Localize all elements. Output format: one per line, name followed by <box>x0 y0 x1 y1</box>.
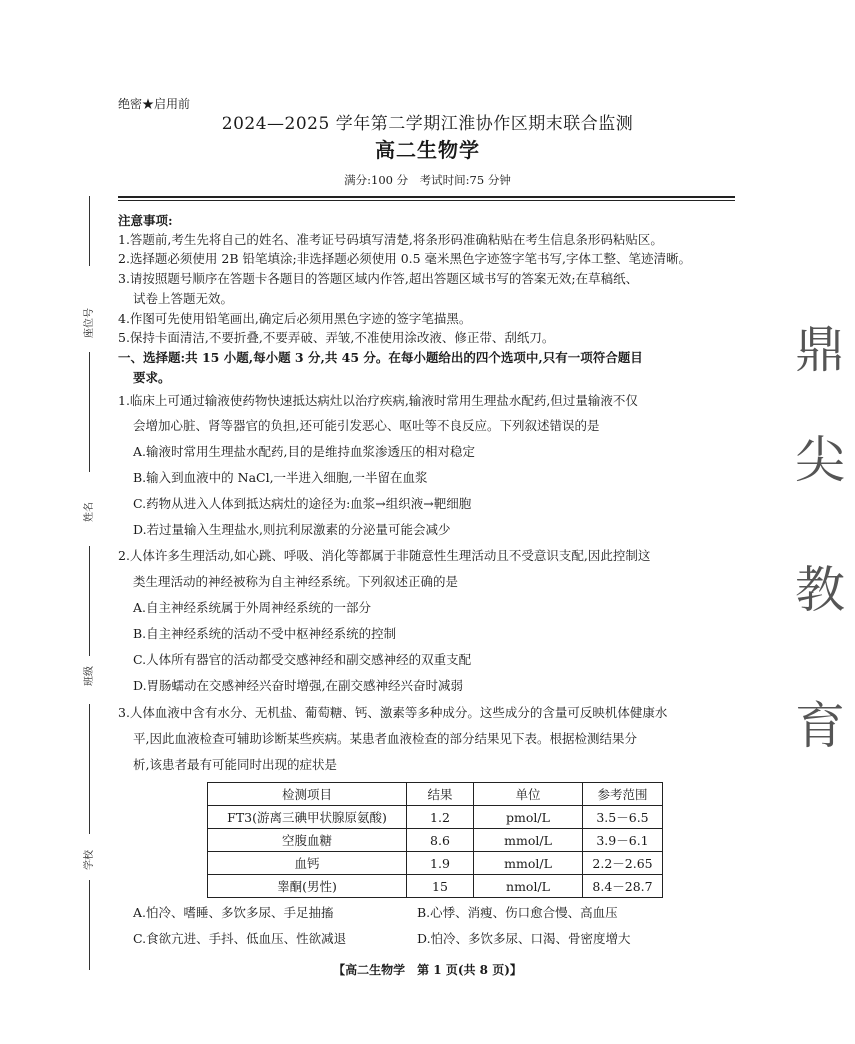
table-cell: nmol/L <box>474 875 583 898</box>
confidential-mark: 绝密★启用前 <box>118 97 191 111</box>
table-header: 单位 <box>474 783 583 806</box>
table-header: 参考范围 <box>583 783 663 806</box>
question-1-option-d: D.若过量输入生理盐水,则抗利尿激素的分泌量可能会减少 <box>133 522 451 537</box>
question-2-option-c: C.人体所有器官的活动都受交感神经和副交感神经的双重支配 <box>133 652 472 667</box>
table-cell: FT3(游离三碘甲状腺原氨酸) <box>208 806 407 829</box>
question-3-stem: 3.人体血液中含有水分、无机盐、葡萄糖、钙、激素等多种成分。这些成分的含量可反映机体健康水 <box>118 705 668 720</box>
section-heading-cont: 要求。 <box>133 370 171 385</box>
question-3-option-a: A.怕冷、嗜睡、多饮多尿、手足抽搐 <box>133 905 334 920</box>
binding-line <box>89 196 90 266</box>
question-1-option-b: B.输入到血液中的 NaCl,一半进入细胞,一半留在血浆 <box>133 470 428 485</box>
question-1-stem: 1.临床上可通过输液使药物快速抵达病灶以治疗疾病,输液时常用生理盐水配药,但过量输液不仅 <box>118 393 638 408</box>
question-3-option-b: B.心悸、消瘦、伤口愈合慢、高血压 <box>417 905 618 920</box>
table-cell: mmol/L <box>474 829 583 852</box>
exam-meta: 满分:100 分 考试时间:75 分钟 <box>344 173 511 187</box>
question-3-option-d: D.怕冷、多饮多尿、口渴、骨密度增大 <box>417 931 631 946</box>
watermark-char: 育 <box>795 697 845 755</box>
table-cell: 8.6 <box>407 829 474 852</box>
table-cell: 15 <box>407 875 474 898</box>
question-3-stem-cont: 析,该患者最有可能同时出现的症状是 <box>133 757 337 772</box>
notice-title: 注意事项: <box>118 213 173 228</box>
table-cell: 睾酮(男性) <box>208 875 407 898</box>
page-footer: 【高二生物学 第 1 页(共 8 页)】 <box>333 963 522 977</box>
seat-number-label: 座位号 <box>84 308 95 338</box>
question-3-option-c: C.食欲亢进、手抖、低血压、性欲减退 <box>133 931 347 946</box>
table-row <box>208 806 663 829</box>
header-divider-thin <box>118 200 735 201</box>
question-2-option-d: D.胃肠蠕动在交感神经兴奋时增强,在副交感神经兴奋时减弱 <box>133 678 464 693</box>
question-2-option-a: A.自主神经系统属于外周神经系统的一部分 <box>133 600 372 615</box>
blood-test-table <box>207 782 663 898</box>
notice-item: 试卷上答题无效。 <box>133 291 234 306</box>
notice-item: 5.保持卡面清洁,不要折叠,不要弄破、弄皱,不准使用涂改液、修正带、刮纸刀。 <box>118 330 555 345</box>
question-2-option-b: B.自主神经系统的活动不受中枢神经系统的控制 <box>133 626 397 641</box>
table-header-row <box>208 783 663 806</box>
header-divider <box>118 196 735 198</box>
question-1-option-c: C.药物从进入人体到抵达病灶的途径为:血浆→组织液→靶细胞 <box>133 496 472 511</box>
table-cell: 1.2 <box>407 806 474 829</box>
school-label: 学校 <box>84 850 95 870</box>
table-cell: 血钙 <box>208 852 407 875</box>
question-1-stem-cont: 会增加心脏、肾等器官的负担,还可能引发恶心、呕吐等不良反应。下列叙述错误的是 <box>133 418 600 433</box>
table-cell: 8.4－28.7 <box>583 875 663 898</box>
table-cell: 1.9 <box>407 852 474 875</box>
watermark-char: 尖 <box>795 431 845 489</box>
table-cell: 空腹血糖 <box>208 829 407 852</box>
watermark-char: 教 <box>795 561 845 619</box>
table-cell: mmol/L <box>474 852 583 875</box>
table-header: 结果 <box>407 783 474 806</box>
notice-item: 4.作图可先使用铅笔画出,确定后必须用黑色字迹的签字笔描黑。 <box>118 311 472 326</box>
table-header: 检测项目 <box>208 783 407 806</box>
table-row <box>208 852 663 875</box>
table-cell: 3.9－6.1 <box>583 829 663 852</box>
subject-title: 高二生物学 <box>375 138 480 162</box>
binding-line <box>89 546 90 656</box>
name-label: 姓名 <box>84 502 95 522</box>
question-2-stem: 2.人体许多生理活动,如心跳、呼吸、消化等都属于非随意性生理活动且不受意识支配,因此控制这 <box>118 548 651 563</box>
binding-line <box>89 704 90 834</box>
binding-line <box>89 352 90 472</box>
notice-item: 3.请按照题号顺序在答题卡各题目的答题区域内作答,超出答题区域书写的答案无效;在草稿纸、 <box>118 271 639 286</box>
table-row <box>208 875 663 898</box>
section-heading: 一、选择题:共 15 小题,每小题 3 分,共 45 分。在每小题给出的四个选项中,只有一项符合题目 <box>118 350 643 365</box>
notice-item: 2.选择题必须使用 2B 铅笔填涂;非选择题必须使用 0.5 毫米黑色字迹签字笔书写,字体工整、笔迹清晰。 <box>118 251 692 266</box>
watermark-char: 鼎 <box>795 321 845 379</box>
table-cell: 3.5－6.5 <box>583 806 663 829</box>
table-cell: pmol/L <box>474 806 583 829</box>
binding-line <box>89 880 90 970</box>
question-3-stem-cont: 平,因此血液检查可辅助诊断某些疾病。某患者血液检查的部分结果见下表。根据检测结果分 <box>133 731 637 746</box>
question-2-stem-cont: 类生理活动的神经被称为自主神经系统。下列叙述正确的是 <box>133 574 459 589</box>
exam-title: 2024—2025 学年第二学期江淮协作区期末联合监测 <box>221 114 634 134</box>
question-1-option-a: A.输液时常用生理盐水配药,目的是维持血浆渗透压的相对稳定 <box>133 444 475 459</box>
table-row <box>208 829 663 852</box>
class-label: 班级 <box>84 666 95 686</box>
table-cell: 2.2－2.65 <box>583 852 663 875</box>
notice-item: 1.答题前,考生先将自己的姓名、准考证号码填写清楚,将条形码准确粘贴在考生信息条形码粘贴区。 <box>118 232 663 247</box>
